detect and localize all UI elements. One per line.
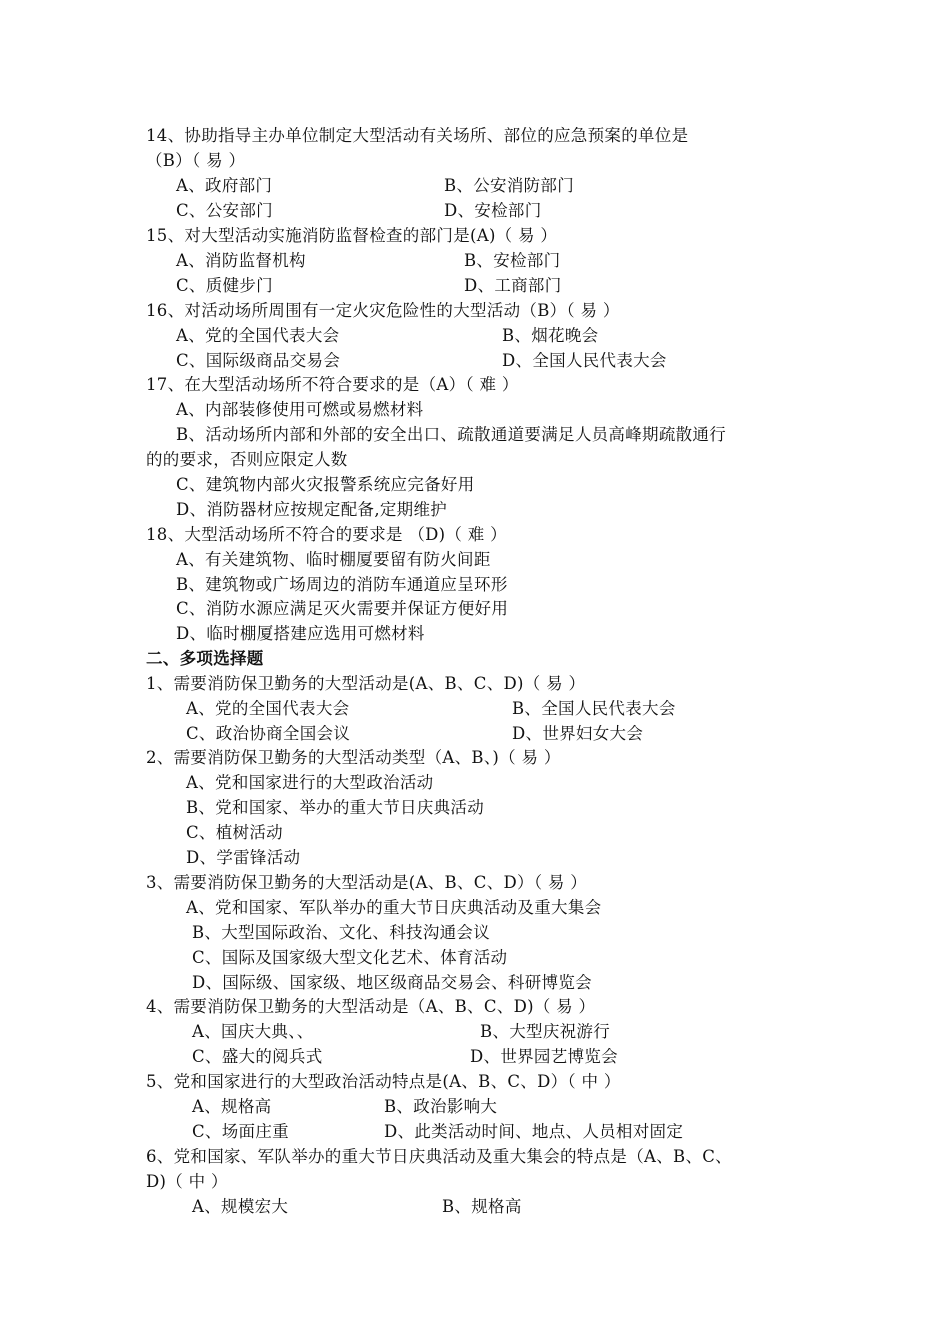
multi-question-6-line1: 6、党和国家、军队举办的重大节日庆典活动及重大集会的特点是（A、B、C、: [146, 1147, 732, 1166]
m2-option-d: D、学雷锋活动: [186, 848, 301, 867]
q17-option-c: C、建筑物内部火灾报警系统应完备好用: [176, 475, 475, 494]
m2-option-b: B、党和国家、举办的重大节日庆典活动: [186, 798, 485, 817]
q14-option-c: C、公安部门: [176, 201, 273, 220]
q14-option-a: A、政府部门: [176, 176, 273, 195]
m2-option-c: C、植树活动: [186, 823, 283, 842]
m4-option-c: C、盛大的阅兵式: [192, 1047, 323, 1066]
q16-option-a: A、党的全国代表大会: [176, 326, 340, 345]
m5-option-b: B、政治影响大: [384, 1097, 498, 1116]
q16-option-c: C、国际级商品交易会: [176, 351, 341, 370]
q18-option-a: A、有关建筑物、临时棚厦要留有防火间距: [176, 550, 491, 569]
q15-option-b: B、安检部门: [464, 251, 561, 270]
question-14-line1: 14、协助指导主办单位制定大型活动有关场所、部位的应急预案的单位是: [146, 126, 689, 145]
m3-option-c: C、国际及国家级大型文化艺术、体育活动: [192, 948, 508, 967]
question-18-stem: 18、大型活动场所不符合的要求是 （D)（ 难 ）: [146, 525, 507, 544]
multi-question-6-line2: D)（ 中 ）: [146, 1172, 228, 1191]
multi-question-3-stem: 3、需要消防保卫勤务的大型活动是(A、B、C、D）（ 易 ）: [146, 873, 588, 892]
m5-option-a: A、规格高: [192, 1097, 272, 1116]
question-17-stem: 17、在大型活动场所不符合要求的是（A）（ 难 ）: [146, 375, 519, 394]
m4-option-a: A、国庆大典、、: [192, 1022, 314, 1041]
multi-question-1-stem: 1、需要消防保卫勤务的大型活动是(A、B、C、D)（ 易 ）: [146, 674, 586, 693]
m1-option-c: C、政治协商全国会议: [186, 724, 351, 743]
m6-option-b: B、规格高: [442, 1197, 522, 1216]
q17-option-b-line2: 的的要求，否则应限定人数: [146, 450, 348, 469]
q14-option-d: D、安检部门: [444, 201, 542, 220]
q17-option-a: A、内部装修使用可燃或易燃材料: [176, 400, 424, 419]
multi-question-5-stem: 5、党和国家进行的大型政治活动特点是(A、B、C、D）（ 中 ）: [146, 1072, 621, 1091]
q14-option-b: B、公安消防部门: [444, 176, 575, 195]
question-16-stem: 16、对活动场所周围有一定火灾危险性的大型活动（B）（ 易 ）: [146, 301, 620, 320]
q18-option-b: B、建筑物或广场周边的消防车通道应呈环形: [176, 575, 508, 594]
q16-option-b: B、烟花晚会: [502, 326, 599, 345]
q15-option-d: D、工商部门: [464, 276, 562, 295]
q15-option-a: A、消防监督机构: [176, 251, 306, 270]
question-15-stem: 15、对大型活动实施消防监督检查的部门是(A)（ 易 ）: [146, 226, 558, 245]
m2-option-a: A、党和国家进行的大型政治活动: [186, 773, 434, 792]
q17-option-b-line1: B、活动场所内部和外部的安全出口、疏散通道要满足人员高峰期疏散通行: [176, 425, 727, 444]
m4-option-b: B、大型庆祝游行: [480, 1022, 611, 1041]
m4-option-d: D、世界园艺博览会: [470, 1047, 618, 1066]
m5-option-c: C、场面庄重: [192, 1122, 289, 1141]
q15-option-c: C、质健步门: [176, 276, 273, 295]
q17-option-d: D、消防器材应按规定配备,定期维护: [176, 500, 448, 519]
m1-option-a: A、党的全国代表大会: [186, 699, 350, 718]
multi-question-2-stem: 2、需要消防保卫勤务的大型活动类型（A、B、)（ 易 ）: [146, 748, 561, 767]
m1-option-d: D、世界妇女大会: [512, 724, 644, 743]
question-14-line2: （B）（ 易 ）: [146, 151, 246, 170]
section-heading-multi-choice: 二、多项选择题: [146, 649, 264, 668]
q18-option-d: D、临时棚厦搭建应选用可燃材料: [176, 624, 425, 643]
multi-question-4-stem: 4、需要消防保卫勤务的大型活动是（A、B、C、D)（ 易 ）: [146, 997, 596, 1016]
m3-option-d: D、国际级、国家级、地区级商品交易会、科研博览会: [192, 973, 592, 992]
m1-option-b: B、全国人民代表大会: [512, 699, 676, 718]
q16-option-d: D、全国人民代表大会: [502, 351, 667, 370]
q18-option-c: C、消防水源应满足灭火需要并保证方便好用: [176, 599, 509, 618]
m3-option-b: B、大型国际政治、文化、科技沟通会议: [192, 923, 491, 942]
m6-option-a: A、规模宏大: [192, 1197, 289, 1216]
m5-option-d: D、此类活动时间、地点、人员相对固定: [384, 1122, 684, 1141]
m3-option-a: A、党和国家、军队举办的重大节日庆典活动及重大集会: [186, 898, 602, 917]
